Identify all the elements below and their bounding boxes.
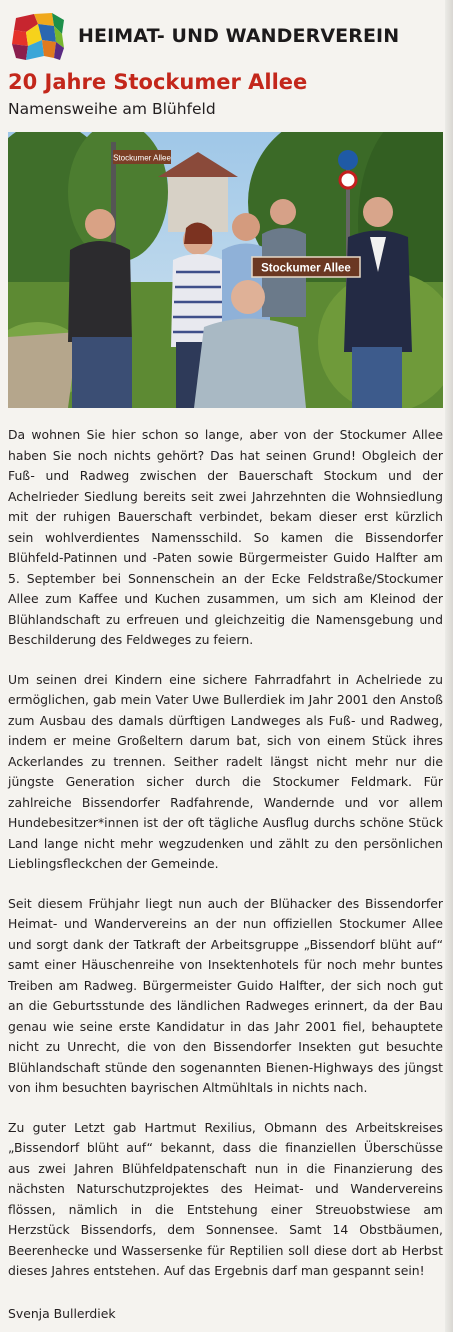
article-headline: 20 Jahre Stockumer Allee (8, 70, 308, 94)
article-header (8, 10, 438, 66)
paragraph-2: Um seinen drei Kindern eine sichere Fahrradfahrt in Achelriede zu ermöglichen, gab mein Vater Uwe Bullerdiek im Jahr 2001 den Anstoß zum Ausbau des damals dürftigen Landweges als Fuß- und Radweg, indem er meine Großeltern darum bat, sich von einem Stück ihres Ackerlandes zu trennen. Seither radelt längst nicht mehr nur die jüngste Generation sicher durch die Stockumer Feldmark. Für zahlreiche Bissendorfer Radfahrende, Wandernde und vor allem Hundebesitzer*innen ist der oft tägliche Ausflug durchs schöne Stück Land lange nicht mehr wegzudenken und zählt zu den persönlichen Lieblingsfleckchen der Gemeinde. (8, 671, 443, 871)
group-photo-illustration (8, 132, 443, 408)
multicolor-region-map-icon (8, 10, 68, 66)
article-author: Svenja Bullerdiek (8, 1306, 116, 1321)
paragraph-1: Da wohnen Sie hier schon so lange, aber von der Stockumer Allee haben Sie noch nichts gehört? Das hat seinen Grund! Obgleich der Fuß- und Radweg zwischen der Bauerschaft Stockum und der Achelrieder Siedlung bereits seit zwei Jahrzehnten die Wohnsiedlung mit der ruhigen Bauerschaft verbindet, bekam dieser erst kürzlich sein wohlverdientes Namensschild. So kamen die Bissendorfer Blühfeld-Patinnen und -Paten sowie Bürgermeister Guido Halfter am 5. September bei Sonnenschein an der Ecke Feldstraße/Stockumer Allee zum Kaffee und Kuchen zusammen, um sich am Kleinod der Blühlandschaft zu erfreuen und gleichzeitig die Namensgebung und Beschilderung des Feldweges zu feiern. (8, 427, 443, 647)
article-body (8, 425, 443, 1301)
street-sign-top-text: Stockumer Allee (113, 153, 171, 163)
article-subline: Namensweihe am Blühfeld (8, 100, 216, 118)
article-photo (8, 132, 443, 408)
page-edge (445, 0, 453, 1332)
held-street-sign-text: Stockumer Allee (261, 262, 351, 275)
paragraph-3: Seit diesem Frühjahr liegt nun auch der Blühacker des Bissendorfer Heimat- und Wandervereins an der nun offiziellen Stockumer Allee und sorgt dank der Tatkraft der Arbeitsgruppe „Bissendorf blüht auf“ samt einer Häuschenreihe von Insektenhotels für noch mehr buntes Treiben am Radweg. Bürgermeister Guido Halfter, der sich noch gut an die Geburtsstunde des ländlichen Radweges erinnert, da der Bau genau wie seine erste Kandidatur in das Jahr 2001 fiel, behauptete nicht zu Unrecht, die von den Bissendorfer Insekten gut besuchte Blühlandschaft stünde den sogenannten Bienen-Highways des jüngst von ihm besuchten bayrischen Altmühltals in nichts nach. (8, 895, 443, 1095)
paragraph-4: Zu guter Letzt gab Hartmut Rexilius, Obmann des Arbeitskreises „Bissendorf blüht auf“ bekannt, dass die finanziellen Überschüsse aus zwei Jahren Blühfeldpatenschaft nun in die Finanzierung des nächsten Naturschutzprojektes des Heimat- und Wandervereins flössen, nämlich in die Entstehung einer Streuobstwiese am Herzstück Bissendorfs, dem Sonnensee. Samt 14 Obstbäumen, Beerenhecke und Wassersenke für Reptilien soll diese dort ab Herbst dieses Jahres entstehen. Auf das Ergebnis darf man gespannt sein! (8, 1119, 443, 1278)
organization-name: HEIMAT- UND WANDERVEREIN (78, 25, 400, 47)
